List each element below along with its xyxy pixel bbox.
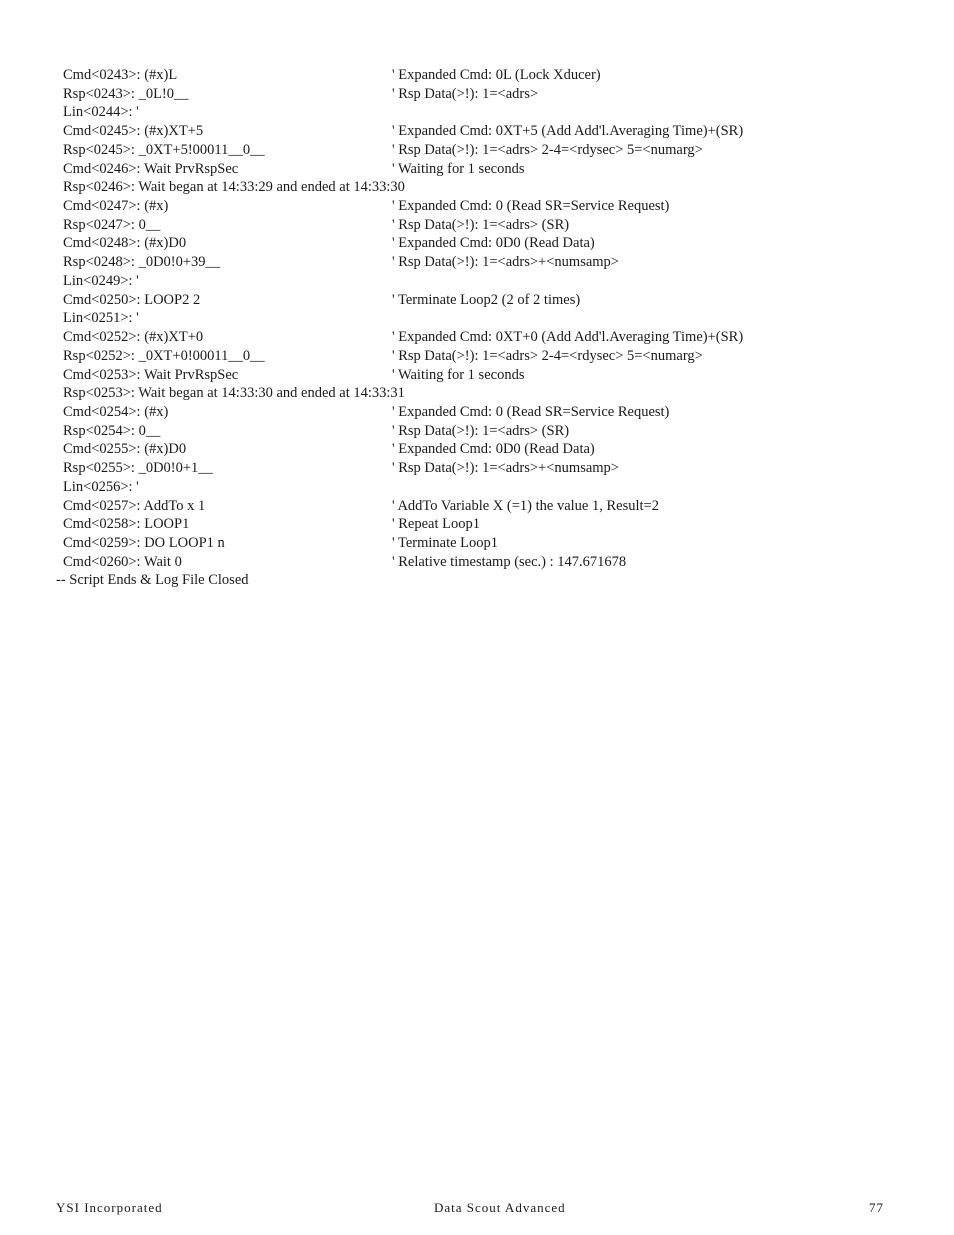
log-line bbox=[56, 234, 916, 253]
log-line-text: Rsp<0255>: _0D0!0+1__ bbox=[63, 460, 213, 477]
log-line-comment: ' Expanded Cmd: 0 (Read SR=Service Request) bbox=[392, 198, 670, 215]
log-line bbox=[56, 384, 916, 403]
log-line-text: Rsp<0253>: Wait began at 14:33:30 and ended at 14:33:31 bbox=[63, 385, 405, 402]
log-line-text: Cmd<0258>: LOOP1 bbox=[63, 516, 190, 533]
log-line-comment: ' Expanded Cmd: 0D0 (Read Data) bbox=[392, 235, 595, 252]
log-line bbox=[56, 197, 916, 216]
log-line-text: Rsp<0246>: Wait began at 14:33:29 and ended at 14:33:30 bbox=[63, 179, 405, 196]
log-line bbox=[56, 328, 916, 347]
log-line bbox=[56, 553, 916, 572]
log-line bbox=[56, 459, 916, 478]
log-end-line bbox=[56, 571, 916, 590]
log-line-text: Cmd<0250>: LOOP2 2 bbox=[63, 291, 201, 308]
log-line-text: Cmd<0248>: (#x)D0 bbox=[63, 235, 187, 252]
log-line-text: Lin<0244>: ' bbox=[63, 104, 139, 121]
log-line bbox=[56, 253, 916, 272]
log-line bbox=[56, 178, 916, 197]
log-line-text: Cmd<0245>: (#x)XT+5 bbox=[63, 123, 204, 140]
log-line-text: Rsp<0254>: 0__ bbox=[63, 422, 161, 439]
log-line-comment: ' Expanded Cmd: 0XT+5 (Add Add'l.Averaging Time)+(SR) bbox=[392, 123, 744, 140]
log-line-text: Cmd<0253>: Wait PrvRspSec bbox=[63, 366, 239, 383]
log-line-text: Cmd<0243>: (#x)L bbox=[63, 67, 178, 83]
log-line-comment: ' Rsp Data(>!): 1=<adrs> (SR) bbox=[392, 422, 570, 439]
log-line bbox=[56, 478, 916, 497]
log-line-comment: ' Rsp Data(>!): 1=<adrs>+<numsamp> bbox=[392, 460, 619, 477]
log-line-text: Rsp<0247>: 0__ bbox=[63, 216, 161, 233]
log-line-comment: ' Expanded Cmd: 0D0 (Read Data) bbox=[392, 441, 595, 458]
log-line bbox=[56, 403, 916, 422]
log-line-comment: ' Rsp Data(>!): 1=<adrs> 2-4=<rdysec> 5=<numarg> bbox=[392, 141, 703, 158]
log-line-comment: ' Expanded Cmd: 0L (Lock Xducer) bbox=[392, 67, 601, 83]
log-line-text: Lin<0249>: ' bbox=[63, 272, 139, 289]
log-line-text: Cmd<0260>: Wait 0 bbox=[63, 553, 182, 570]
log-line-comment: ' Waiting for 1 seconds bbox=[392, 366, 525, 383]
log-line-comment: ' Rsp Data(>!): 1=<adrs> 2-4=<rdysec> 5=<numarg> bbox=[392, 347, 703, 364]
log-line bbox=[56, 85, 916, 104]
log-line-text: Cmd<0246>: Wait PrvRspSec bbox=[63, 160, 239, 177]
log-line-comment: ' Waiting for 1 seconds bbox=[392, 160, 525, 177]
log-line-comment: ' Expanded Cmd: 0 (Read SR=Service Request) bbox=[392, 403, 670, 420]
log-line bbox=[56, 497, 916, 516]
log-line-text: Rsp<0252>: _0XT+0!00011__0__ bbox=[63, 347, 265, 364]
log-line-text: Rsp<0243>: _0L!0__ bbox=[63, 85, 189, 102]
log-line bbox=[56, 309, 916, 328]
log-line-text: Rsp<0248>: _0D0!0+39__ bbox=[63, 254, 221, 271]
log-line-text: Cmd<0257>: AddTo x 1 bbox=[63, 497, 206, 514]
log-line-text: Cmd<0252>: (#x)XT+0 bbox=[63, 329, 204, 346]
log-line-text: Cmd<0259>: DO LOOP1 n bbox=[63, 534, 225, 551]
log-end-text: -- Script Ends & Log File Closed bbox=[56, 572, 249, 589]
log-line-comment: ' Rsp Data(>!): 1=<adrs> (SR) bbox=[392, 216, 570, 233]
log-line-text: Cmd<0254>: (#x) bbox=[63, 403, 169, 420]
log-line-comment: ' Relative timestamp (sec.) : 147.671678 bbox=[392, 553, 627, 570]
log-line bbox=[56, 534, 916, 553]
log-line-comment: ' Rsp Data(>!): 1=<adrs>+<numsamp> bbox=[392, 254, 619, 271]
log-line bbox=[56, 122, 916, 141]
log-line bbox=[56, 66, 916, 85]
footer-page-number: 77 bbox=[869, 1200, 884, 1215]
log-line-text: Lin<0251>: ' bbox=[63, 310, 139, 327]
log-line-text: Cmd<0255>: (#x)D0 bbox=[63, 441, 187, 458]
log-line-text: Lin<0256>: ' bbox=[63, 478, 139, 495]
log-line-comment: ' Expanded Cmd: 0XT+0 (Add Add'l.Averaging Time)+(SR) bbox=[392, 329, 744, 346]
log-line bbox=[56, 216, 916, 235]
log-line bbox=[56, 347, 916, 366]
log-line-comment: ' Terminate Loop1 bbox=[392, 534, 499, 551]
page-footer bbox=[56, 1199, 884, 1217]
footer-product: Data Scout Advanced bbox=[434, 1200, 566, 1215]
log-line-text: Cmd<0247>: (#x) bbox=[63, 198, 169, 215]
log-line bbox=[56, 160, 916, 179]
log-line bbox=[56, 103, 916, 122]
log-line bbox=[56, 422, 916, 441]
log-line-comment: ' AddTo Variable X (=1) the value 1, Result=2 bbox=[392, 497, 659, 514]
footer-company: YSI Incorporated bbox=[56, 1200, 163, 1215]
log-line-text: Rsp<0245>: _0XT+5!00011__0__ bbox=[63, 141, 265, 158]
log-line bbox=[56, 291, 916, 310]
script-log bbox=[56, 66, 916, 590]
log-line-comment: ' Terminate Loop2 (2 of 2 times) bbox=[392, 291, 581, 308]
log-line bbox=[56, 440, 916, 459]
log-line bbox=[56, 366, 916, 385]
log-line bbox=[56, 515, 916, 534]
log-line-comment: ' Rsp Data(>!): 1=<adrs> bbox=[392, 85, 539, 102]
log-line bbox=[56, 141, 916, 160]
log-line bbox=[56, 272, 916, 291]
log-line-comment: ' Repeat Loop1 bbox=[392, 516, 480, 533]
